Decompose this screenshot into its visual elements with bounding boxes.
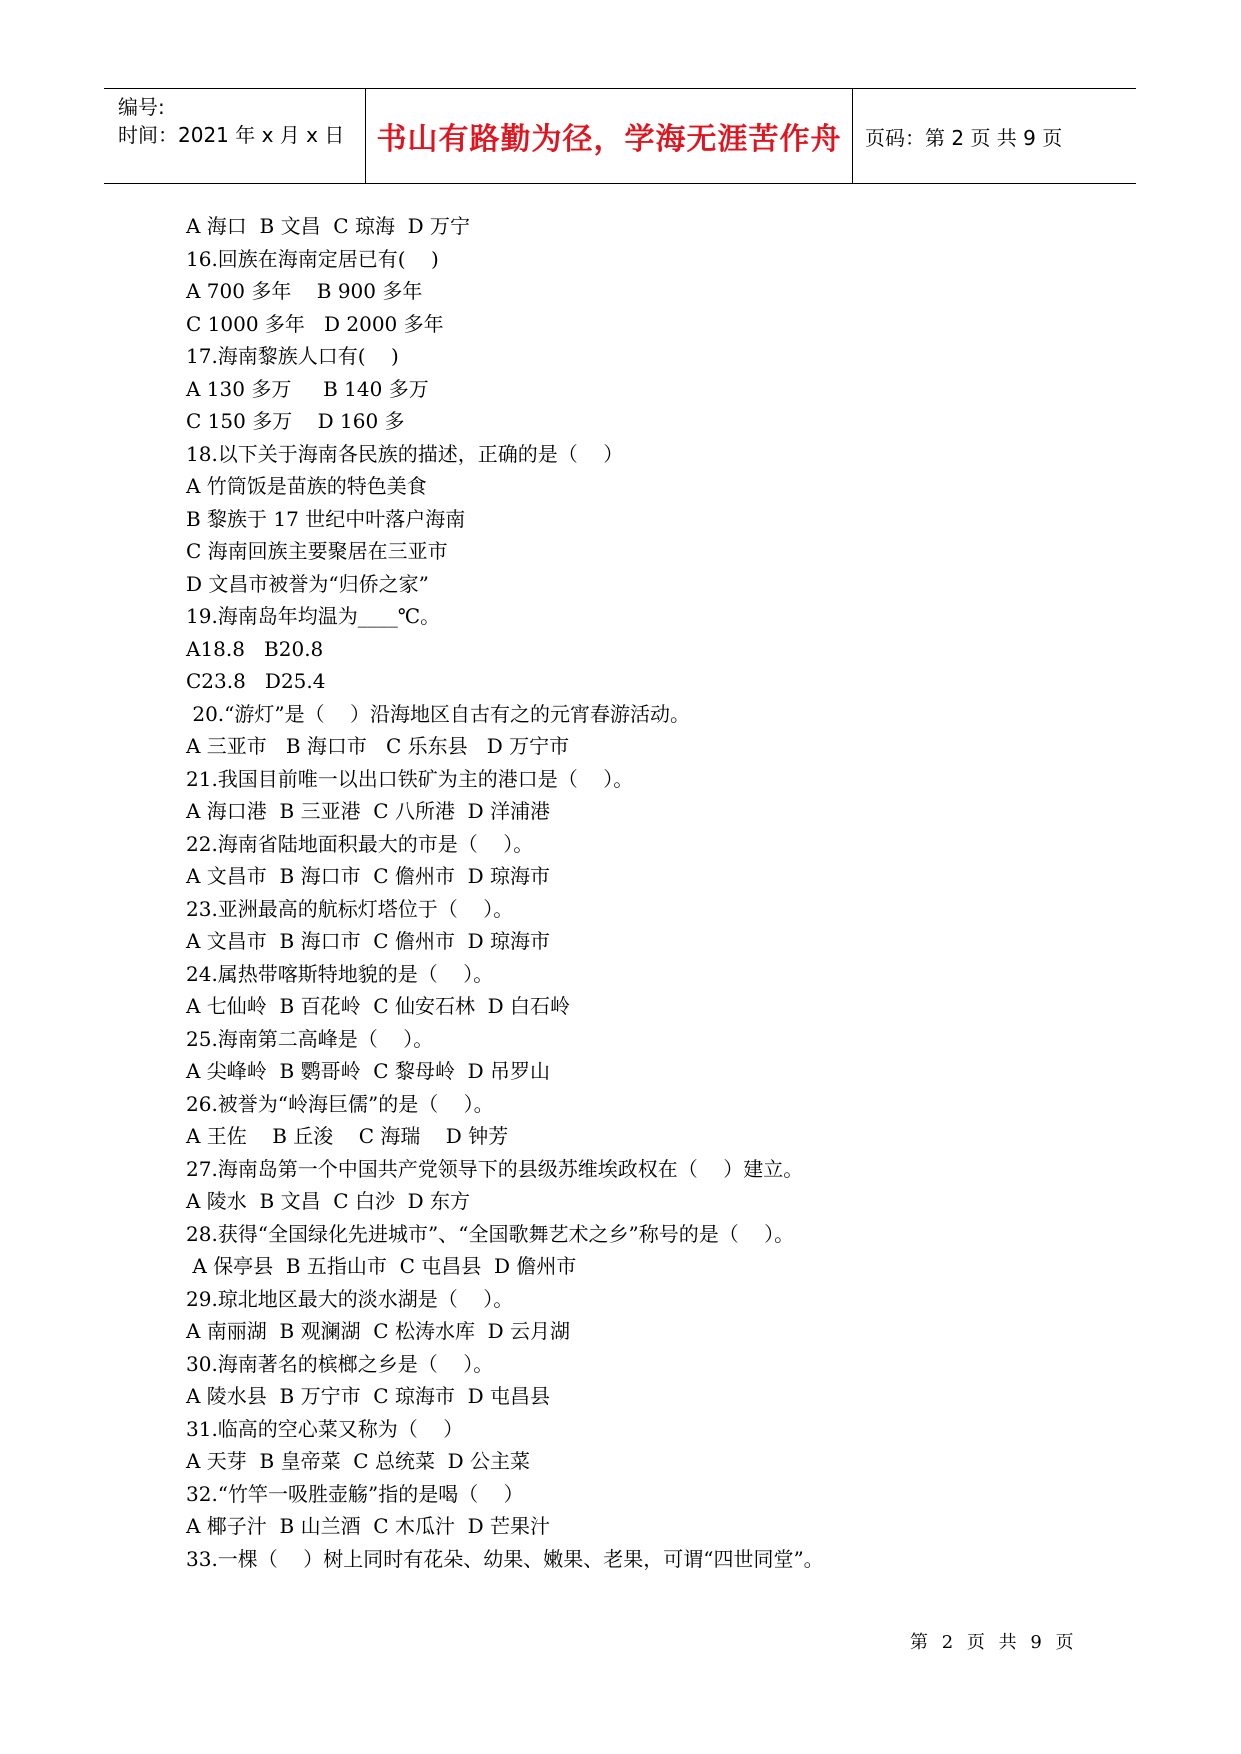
- text-line: A 竹筒饭是苗族的特色美食: [186, 474, 427, 498]
- text-line: 28.获得“全国绿化先进城市”、“全国歌舞艺术之乡”称号的是（ ）。: [186, 1221, 795, 1246]
- text-line: A 文昌市 B 海口市 C 儋州市 D 琼海市: [186, 864, 551, 888]
- page-footer: 第 2 页 共 9 页: [910, 1632, 1078, 1653]
- text-line: C 海南回族主要聚居在三亚市: [186, 539, 448, 563]
- text-line: A 130 多万 B 140 多万: [186, 376, 429, 401]
- text-line: 20.“游灯”是（ ）沿海地区自古有之的元宵春游活动。: [186, 701, 691, 726]
- text-line: A18.8 B20.8: [186, 636, 324, 661]
- text-line: 16.回族在海南定居已有( ): [186, 246, 439, 271]
- page-header: [104, 88, 1136, 184]
- text-line: 32.“竹竿一吸胜壶觞”指的是喝（ ）: [186, 1481, 524, 1506]
- text-line: A 尖峰岭 B 鹦哥岭 C 黎母岭 D 吊罗山: [186, 1059, 551, 1083]
- document-body: [186, 210, 1136, 1575]
- text-line: C 1000 多年 D 2000 多年: [186, 311, 444, 336]
- text-line: A 700 多年 B 900 多年: [186, 279, 423, 303]
- text-line: 18.以下关于海南各民族的描述，正确的是（ ）: [186, 441, 624, 466]
- text-line: A 南丽湖 B 观澜湖 C 松涛水库 D 云月湖: [186, 1319, 571, 1343]
- text-line: A 王佐 B 丘浚 C 海瑞 D 钟芳: [186, 1124, 509, 1148]
- header-motto: 书山有路勤为径，学海无涯苦作舟: [366, 89, 853, 183]
- text-line: 26.被誉为“岭海巨儒”的是（ ）。: [186, 1091, 494, 1116]
- text-line: 27.海南岛第一个中国共产党领导下的县级苏维埃政权在（ ）建立。: [186, 1156, 804, 1181]
- text-line: A 椰子汁 B 山兰酒 C 木瓜汁 D 芒果汁: [186, 1514, 551, 1538]
- text-line: 25.海南第二高峰是（ ）。: [186, 1026, 434, 1051]
- text-line: A 海口港 B 三亚港 C 八所港 D 洋浦港: [186, 799, 551, 823]
- text-line: C23.8 D25.4: [186, 669, 326, 693]
- text-line: D 文昌市被誉为“归侨之家”: [186, 571, 429, 596]
- text-line: B 黎族于 17 世纪中叶落户海南: [186, 506, 466, 531]
- text-line: A 海口 B 文昌 C 琼海 D 万宁: [186, 214, 471, 238]
- text-line: A 保亭县 B 五指山市 C 屯昌县 D 儋州市: [186, 1254, 577, 1278]
- header-page-label: 页码：第 2 页 共 9 页: [865, 125, 1063, 150]
- text-line: 24.属热带喀斯特地貌的是（ ）。: [186, 961, 494, 986]
- header-info: [104, 89, 366, 183]
- text-line: C 150 多万 D 160 多: [186, 409, 405, 433]
- text-line: 29.琼北地区最大的淡水湖是（ ）。: [186, 1286, 514, 1311]
- text-line: 31.临高的空心菜又称为（ ）: [186, 1416, 464, 1441]
- text-line: A 天芽 B 皇帝菜 C 总统菜 D 公主菜: [186, 1449, 531, 1473]
- text-line: 19.海南岛年均温为____℃。: [186, 604, 441, 628]
- text-line: A 三亚市 B 海口市 C 乐东县 D 万宁市: [186, 734, 570, 758]
- document-time-label: 时间：2021 年 x 月 x 日: [118, 123, 345, 147]
- text-line: 22.海南省陆地面积最大的市是（ ）。: [186, 831, 534, 856]
- text-line: 17.海南黎族人口有( ): [186, 344, 399, 368]
- document-number-label: 编号:: [118, 95, 165, 119]
- text-line: 23.亚洲最高的航标灯塔位于（ ）。: [186, 896, 514, 921]
- text-line: 21.我国目前唯一以出口铁矿为主的港口是（ ）。: [186, 766, 634, 791]
- text-line: 30.海南著名的槟榔之乡是（ ）。: [186, 1351, 494, 1376]
- text-line: A 七仙岭 B 百花岭 C 仙安石林 D 白石岭: [186, 994, 571, 1018]
- text-line: A 陵水县 B 万宁市 C 琼海市 D 屯昌县: [186, 1384, 551, 1408]
- text-line: A 文昌市 B 海口市 C 儋州市 D 琼海市: [186, 929, 551, 953]
- text-line: 33.一棵（ ）树上同时有花朵、幼果、嫩果、老果，可谓“四世同堂”。: [186, 1546, 824, 1571]
- text-line: A 陵水 B 文昌 C 白沙 D 东方: [186, 1189, 471, 1213]
